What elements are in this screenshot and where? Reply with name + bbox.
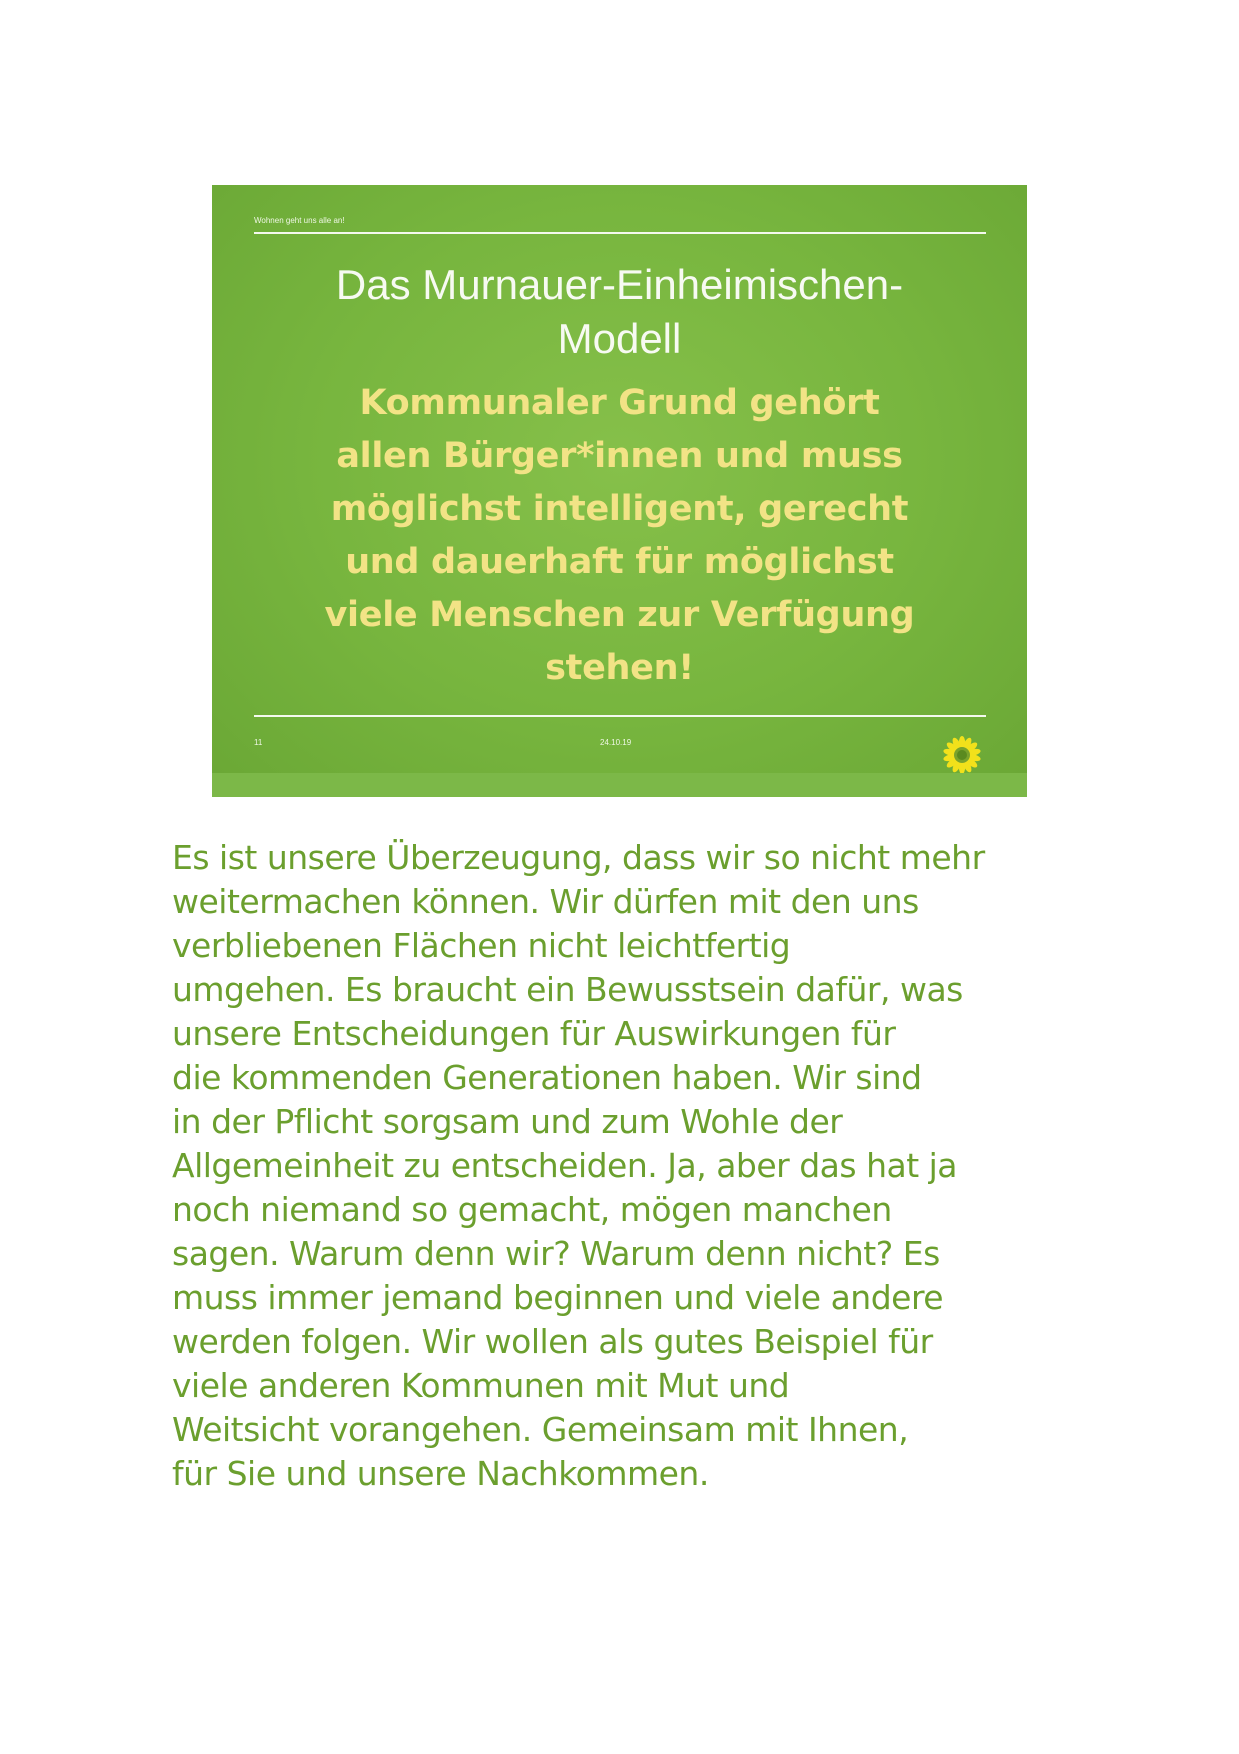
slide-page-number: 11 bbox=[254, 738, 263, 747]
slide-title-line: Modell bbox=[557, 315, 682, 362]
slide-date: 24.10.19 bbox=[600, 738, 632, 747]
slide-statement-line: allen Bürger*innen und muss bbox=[336, 436, 903, 476]
body-line: muss immer jemand beginnen und viele andere bbox=[172, 1278, 944, 1317]
sunflower-icon bbox=[942, 735, 982, 775]
body-line: unsere Entscheidungen für Auswirkungen für bbox=[172, 1014, 896, 1053]
body-line: für Sie und unsere Nachkommen. bbox=[172, 1454, 709, 1493]
body-line: verbliebenen Flächen nicht leichtfertig bbox=[172, 926, 791, 965]
slide-statement-line: viele Menschen zur Verfügung bbox=[324, 595, 915, 635]
body-line: werden folgen. Wir wollen als gutes Beispiel für bbox=[172, 1322, 933, 1361]
body-line: die kommenden Generationen haben. Wir sind bbox=[172, 1058, 922, 1097]
slide-bottom-rule bbox=[254, 715, 986, 717]
body-paragraph bbox=[172, 836, 1106, 1496]
slide-statement-line: und dauerhaft für möglichst bbox=[345, 542, 894, 582]
slide-top-rule bbox=[254, 232, 986, 234]
slide-title bbox=[232, 258, 1007, 366]
body-line: in der Pflicht sorgsam und zum Wohle der bbox=[172, 1102, 843, 1141]
slide-statement-line: Kommunaler Grund gehört bbox=[359, 383, 880, 423]
presentation-slide-image bbox=[212, 185, 1027, 797]
slide-statement-line: möglichst intelligent, gerecht bbox=[330, 489, 909, 529]
body-line: Es ist unsere Überzeugung, dass wir so nicht mehr bbox=[172, 838, 985, 877]
slide-statement-line: stehen! bbox=[545, 648, 694, 688]
body-line: viele anderen Kommunen mit Mut und bbox=[172, 1366, 790, 1405]
slide-bottom-band bbox=[212, 773, 1027, 797]
slide-header-text: Wohnen geht uns alle an! bbox=[254, 216, 345, 225]
slide-statement bbox=[232, 377, 1007, 695]
body-line: umgehen. Es braucht ein Bewusstsein dafür, was bbox=[172, 970, 963, 1009]
body-line: noch niemand so gemacht, mögen manchen bbox=[172, 1190, 892, 1229]
slide-title-line: Das Murnauer-Einheimischen- bbox=[335, 261, 904, 308]
body-line: weitermachen können. Wir dürfen mit den uns bbox=[172, 882, 919, 921]
body-line: sagen. Warum denn wir? Warum denn nicht? Es bbox=[172, 1234, 940, 1273]
body-line: Weitsicht vorangehen. Gemeinsam mit Ihnen, bbox=[172, 1410, 909, 1449]
body-line: Allgemeinheit zu entscheiden. Ja, aber das hat ja bbox=[172, 1146, 958, 1185]
